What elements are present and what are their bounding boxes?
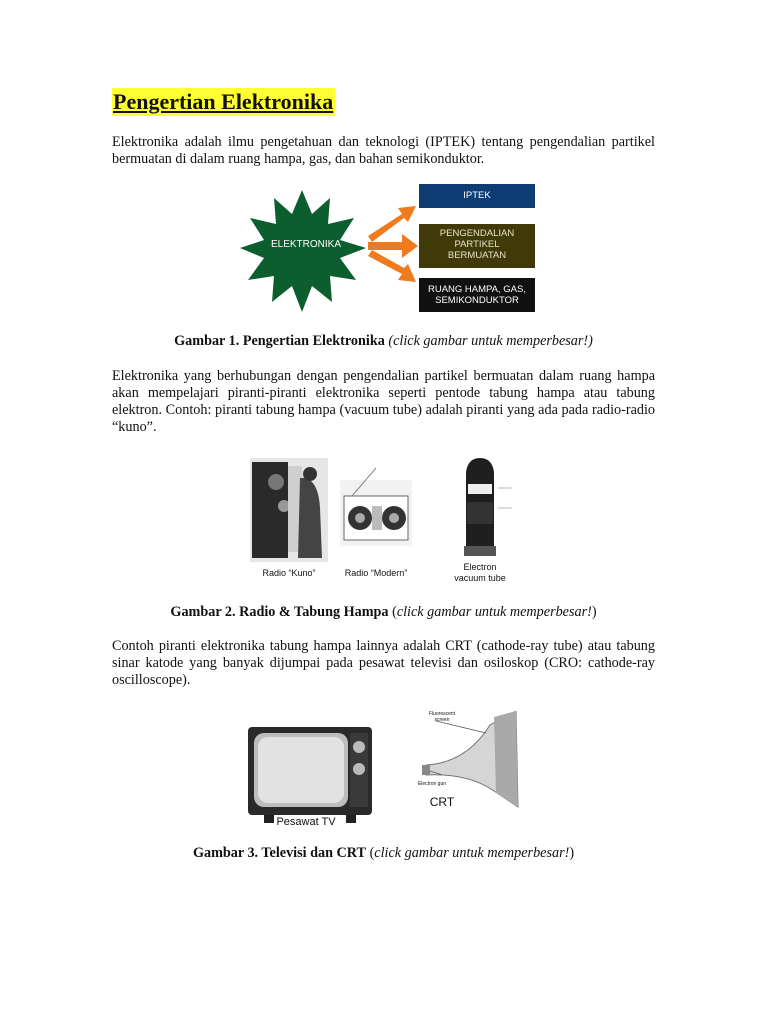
arrow-top <box>368 206 416 242</box>
caption-1-link[interactable]: (click gambar untuk memperbesar!) <box>388 333 593 349</box>
starburst-shape <box>240 190 366 312</box>
figure-1[interactable] <box>236 184 536 314</box>
caption-1-title: Gambar 1. Pengertian Elektronika <box>174 333 385 349</box>
label-crt: CRT <box>429 795 455 809</box>
label-radio-kuno: Radio “Kuno” <box>262 568 316 578</box>
box-pengendalian-label: PENGENDALIAN PARTIKEL BERMUATAN <box>439 228 515 261</box>
document-page <box>112 88 655 862</box>
crt-annotation-screen: Fluorescent screen <box>428 711 456 723</box>
caption-2-link[interactable]: click gambar untuk memperbesar! <box>396 604 592 620</box>
box-iptek-label: IPTEK <box>463 190 491 201</box>
label-tv: Pesawat TV <box>276 816 336 828</box>
caption-3-link[interactable]: click gambar untuk memperbesar! <box>374 845 570 861</box>
caption-3: Gambar 3. Televisi dan CRT (click gambar untuk memperbesar!) <box>192 845 575 861</box>
crt-annotation-gun: Electron gun <box>417 781 447 787</box>
box-ruang-hampa-label: RUANG HAMPA, GAS, SEMIKONDUKTOR <box>427 284 526 306</box>
page-title: Pengertian Elektronika <box>113 89 334 114</box>
caption-3-title: Gambar 3. Televisi dan CRT <box>192 845 367 861</box>
figure-3[interactable] <box>246 711 522 829</box>
paragraph-vacuum-tube: Elektronika yang berhubungan dengan pengendalian partikel bermuatan dalam ruang hampa akan mempelajari piranti-piranti elektronika seperti pentode tabung hampa atau tabung elektron. Contoh: piranti tabung hampa (vacuum tube) adalah piranti yang ada pada radio-radio “kuno”. <box>112 368 655 435</box>
paragraph-crt: Contoh piranti elektronika tabung hampa lainnya adalah CRT (cathode-ray tube) atau tabung sinar katode yang banyak dijumpai pada pesawat televisi dan osiloskop (CRO: cathode-ray oscilloscope). <box>112 638 655 688</box>
starburst-label: ELEKTRONIKA <box>270 239 342 250</box>
label-radio-modern: Radio “Modern” <box>344 568 408 578</box>
figure-3-images <box>246 711 522 829</box>
caption-2-title: Gambar 2. Radio & Tabung Hampa <box>170 604 389 620</box>
arrow-bottom <box>368 250 416 282</box>
figure-2[interactable] <box>248 458 518 588</box>
label-vacuum-tube: Electron vacuum tube <box>454 562 506 583</box>
caption-1 <box>112 333 655 350</box>
paragraph-intro: Elektronika adalah ilmu pengetahuan dan teknologi (IPTEK) tentang pengendalian partikel bermuatan di dalam ruang hampa, gas, dan bahan semikonduktor. <box>112 134 655 167</box>
caption-2: Gambar 2. Radio & Tabung Hampa (click gambar untuk memperbesar!) <box>170 604 597 620</box>
